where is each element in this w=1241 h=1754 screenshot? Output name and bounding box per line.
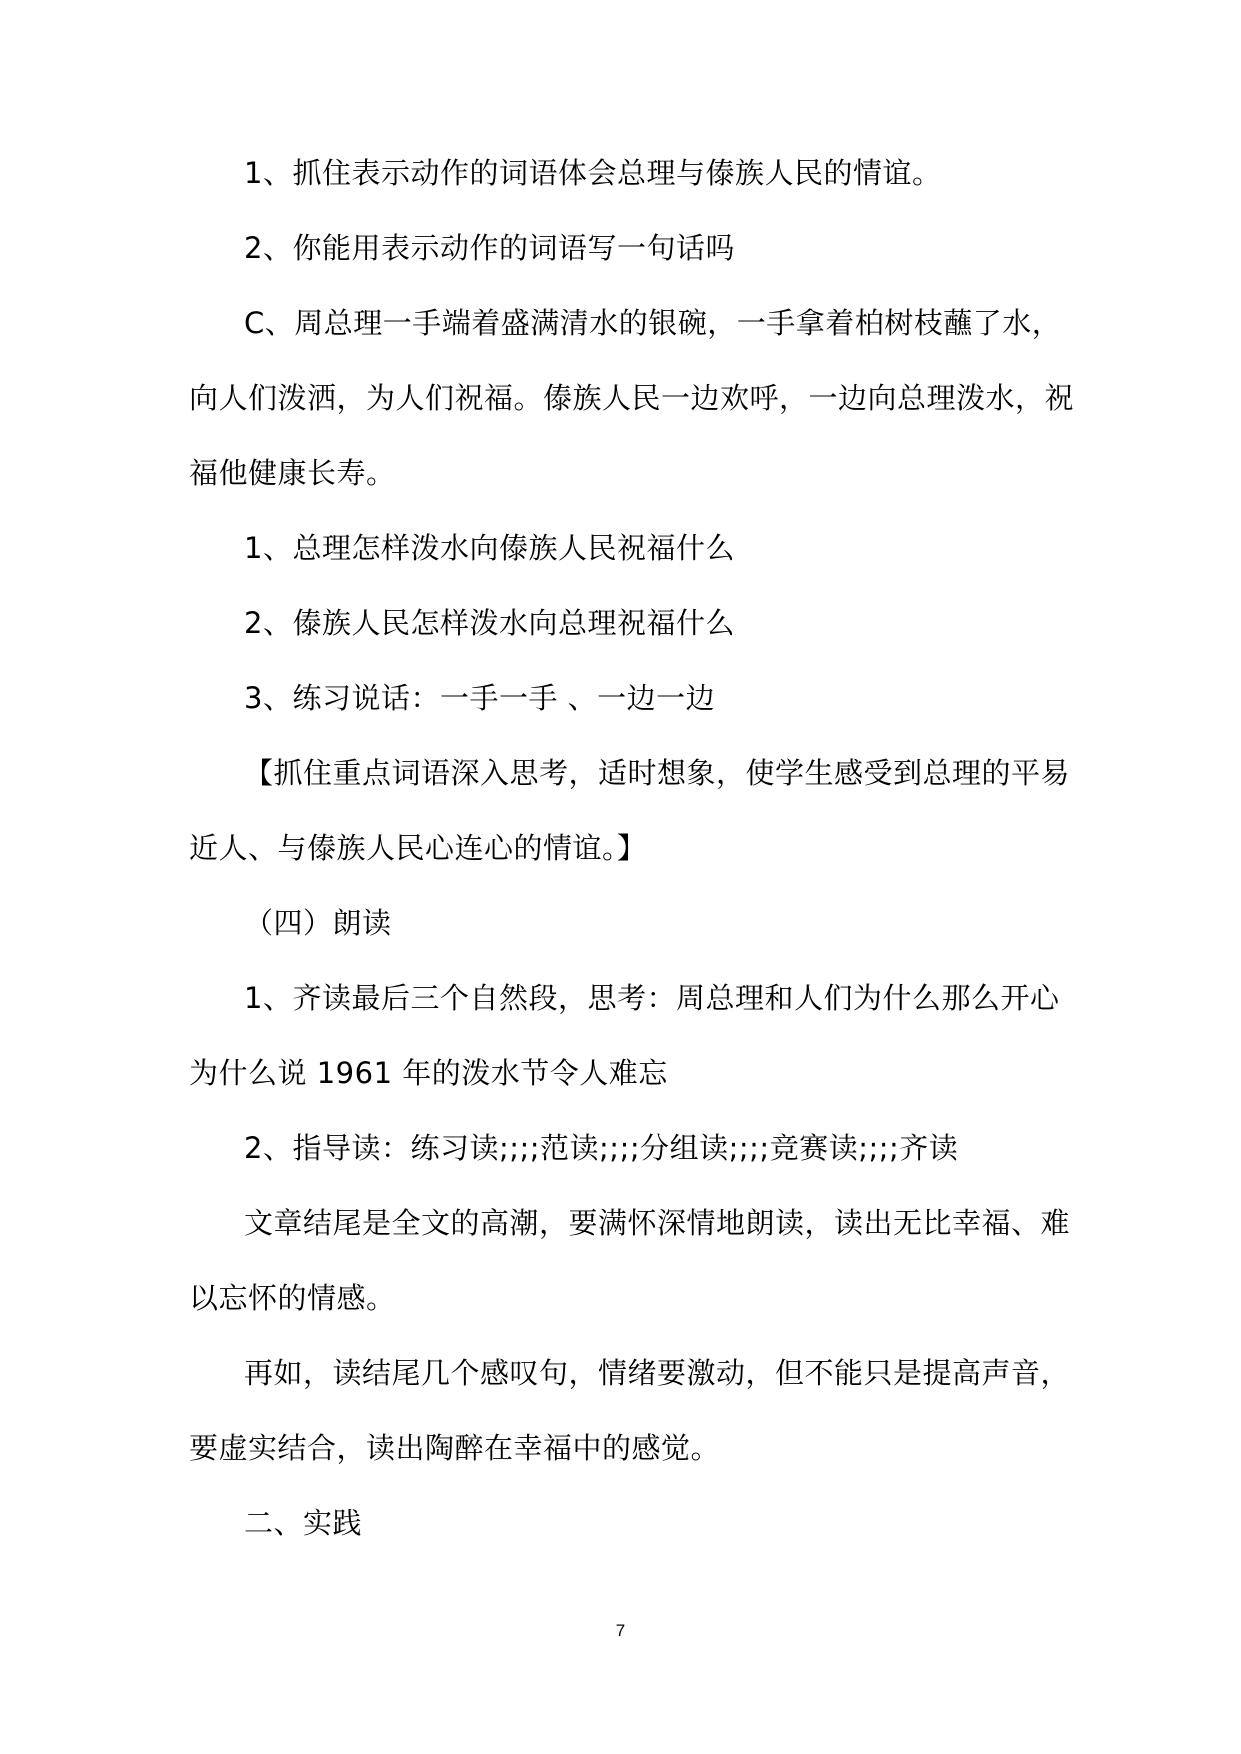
text-line: 为什么说 1961 年的泼水节令人难忘 [189,1056,668,1090]
section-heading: （四）朗读 [244,906,392,940]
text-line: 2、傣族人民怎样泼水向总理祝福什么 [244,606,735,640]
text-line: 福他健康长寿。 [189,456,396,490]
text-line: 文章结尾是全文的高潮，要满怀深情地朗读，读出无比幸福、难 [244,1206,1071,1240]
section-heading: 二、实践 [244,1506,363,1540]
text-line: 以忘怀的情感。 [189,1281,396,1315]
text-line: 2、指导读：练习读;;;;范读;;;;分组读;;;;竞赛读;;;;齐读 [244,1131,959,1165]
text-line: 3、练习说话：一手一手 、一边一边 [244,681,716,715]
page-number: 7 [615,1621,626,1640]
text-line: 向人们泼洒，为人们祝福。傣族人民一边欢呼，一边向总理泼水，祝 [189,381,1075,415]
text-line: 近人、与傣族人民心连心的情谊。】 [189,831,647,865]
text-line: 要虚实结合，读出陶醉在幸福中的感觉。 [189,1431,721,1465]
text-line: 1、齐读最后三个自然段，思考：周总理和人们为什么那么开心 [244,981,1060,1015]
text-line: 1、总理怎样泼水向傣族人民祝福什么 [244,531,735,565]
text-line: 2、你能用表示动作的词语写一句话吗 [244,231,735,265]
text-line: C、周总理一手端着盛满清水的银碗，一手拿着柏树枝蘸了水， [244,306,1062,340]
text-line: 1、抓住表示动作的词语体会总理与傣族人民的情谊。 [244,156,942,190]
text-line: 再如，读结尾几个感叹句，情绪要激动，但不能只是提高声音， [244,1356,1071,1390]
text-line: 【抓住重点词语深入思考，适时想象，使学生感受到总理的平易 [244,756,1071,790]
